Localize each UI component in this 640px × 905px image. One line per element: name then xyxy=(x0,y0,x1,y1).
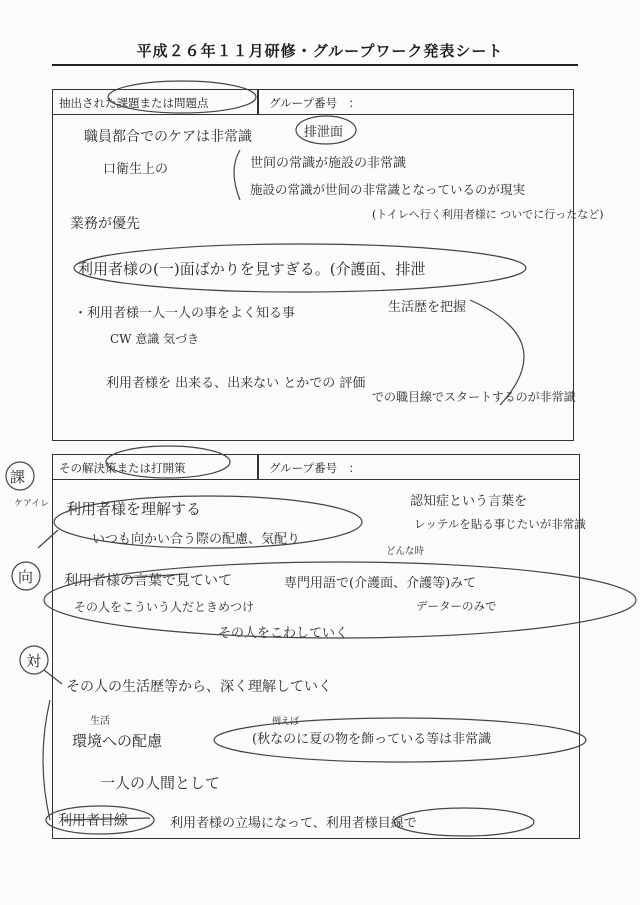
solutions-header-label: その解決策または打開策 xyxy=(59,461,186,475)
solution-line-17: 利用者目線 xyxy=(58,813,128,829)
circle-haisetsu xyxy=(296,116,356,144)
strike-user-view xyxy=(64,818,150,820)
circle-header-solutions xyxy=(106,446,230,478)
issue-line-13: での職目線でスタートするのが非常識 xyxy=(372,390,576,404)
solution-line-10: その人をこわしていく xyxy=(218,626,349,641)
issue-line-3: 口衛生上の xyxy=(103,162,169,177)
issue-line-10: 生活歴を把握 xyxy=(388,300,467,315)
solution-line-7: どんな時 xyxy=(386,546,425,557)
issue-line-2: 排泄面 xyxy=(304,125,344,140)
solutions-group-label: グループ番号 ： xyxy=(269,461,361,475)
arrow-tai xyxy=(44,670,62,684)
circle-one-side xyxy=(74,244,526,292)
issues-header-label: 抽出された課題または問題点 xyxy=(59,96,209,110)
circle-header-issues xyxy=(108,81,256,113)
solution-line-3: 認知症という言葉を xyxy=(410,494,528,509)
circle-user-view-2 xyxy=(394,808,534,836)
side-label-ka: 課 xyxy=(10,468,26,486)
solution-line-18: 利用者様の立場になって、利用者様目線で xyxy=(170,816,417,831)
circle-tai xyxy=(20,646,48,674)
circle-user-view xyxy=(46,806,154,834)
solution-line-16: 一人の人間として xyxy=(100,774,221,792)
side-label-tai: 対 xyxy=(26,652,42,670)
issue-line-5: 施設の常識が世间の非常識となっているのが現実 xyxy=(250,182,526,197)
side-label-kou: 向 xyxy=(18,568,34,586)
issues-group-label: グループ番号 ： xyxy=(269,96,361,110)
solution-line-15: (秋なのに夏の物を飾っている等は非常識 xyxy=(252,732,492,747)
solution-line-2: いつも向かい合う際の配慮、気配り xyxy=(92,532,301,547)
solution-line-12: 生活 xyxy=(90,716,110,727)
circle-words xyxy=(44,562,636,638)
issue-line-12: 利用者様を 出来る、出来ない とかでの 評価 xyxy=(106,376,366,391)
side-note: ケアイレ xyxy=(14,499,50,509)
circle-kou xyxy=(12,562,40,590)
solution-line-8: その人をこういう人だときめつけ xyxy=(74,600,255,614)
solution-line-4: レッテルを貼る事じたいが非常識 xyxy=(414,517,586,531)
circle-understand xyxy=(54,496,362,548)
solution-line-1: 利用者様を理解する xyxy=(66,500,202,518)
bracket-tai xyxy=(43,700,50,820)
strike-kotoba xyxy=(125,574,185,578)
circle-environment xyxy=(214,718,586,762)
solution-line-11: その人の生活歴等から、深く理解していく xyxy=(66,679,332,695)
issue-line-1: 職員都合でのケアは非常識 xyxy=(84,129,252,145)
solution-line-9: データーのみで xyxy=(416,599,497,613)
solution-line-6: 専門用語で(介護面、介護等)みて xyxy=(284,576,477,591)
issue-line-4: 世间の常識が施設の非常識 xyxy=(250,156,407,171)
solution-line-14: 例えば xyxy=(272,717,300,727)
arrow-kou-understand xyxy=(38,530,58,548)
issue-line-9: ・利用者様一人一人の事をよく知る事 xyxy=(74,306,296,321)
solution-line-5: 利用者様の言葉で見ていて xyxy=(64,573,232,589)
issue-line-11: CW 意識 気づき xyxy=(110,332,200,346)
circle-ka xyxy=(6,462,34,490)
issue-line-7: 業務が優先 xyxy=(70,216,140,232)
bracket-common-sense xyxy=(234,150,240,200)
issue-line-8: 利用者様の(一)面ばかりを見すぎる。(介護面、排泄 xyxy=(78,260,426,278)
solution-line-13: 環境への配慮 xyxy=(72,732,163,750)
big-arc-issues xyxy=(470,300,524,405)
page-title: 平成２６年１１月研修・グループワーク発表シート xyxy=(136,42,504,60)
issue-line-6: (トイレへ行く利用者様に ついでに行ったなど) xyxy=(372,208,604,221)
